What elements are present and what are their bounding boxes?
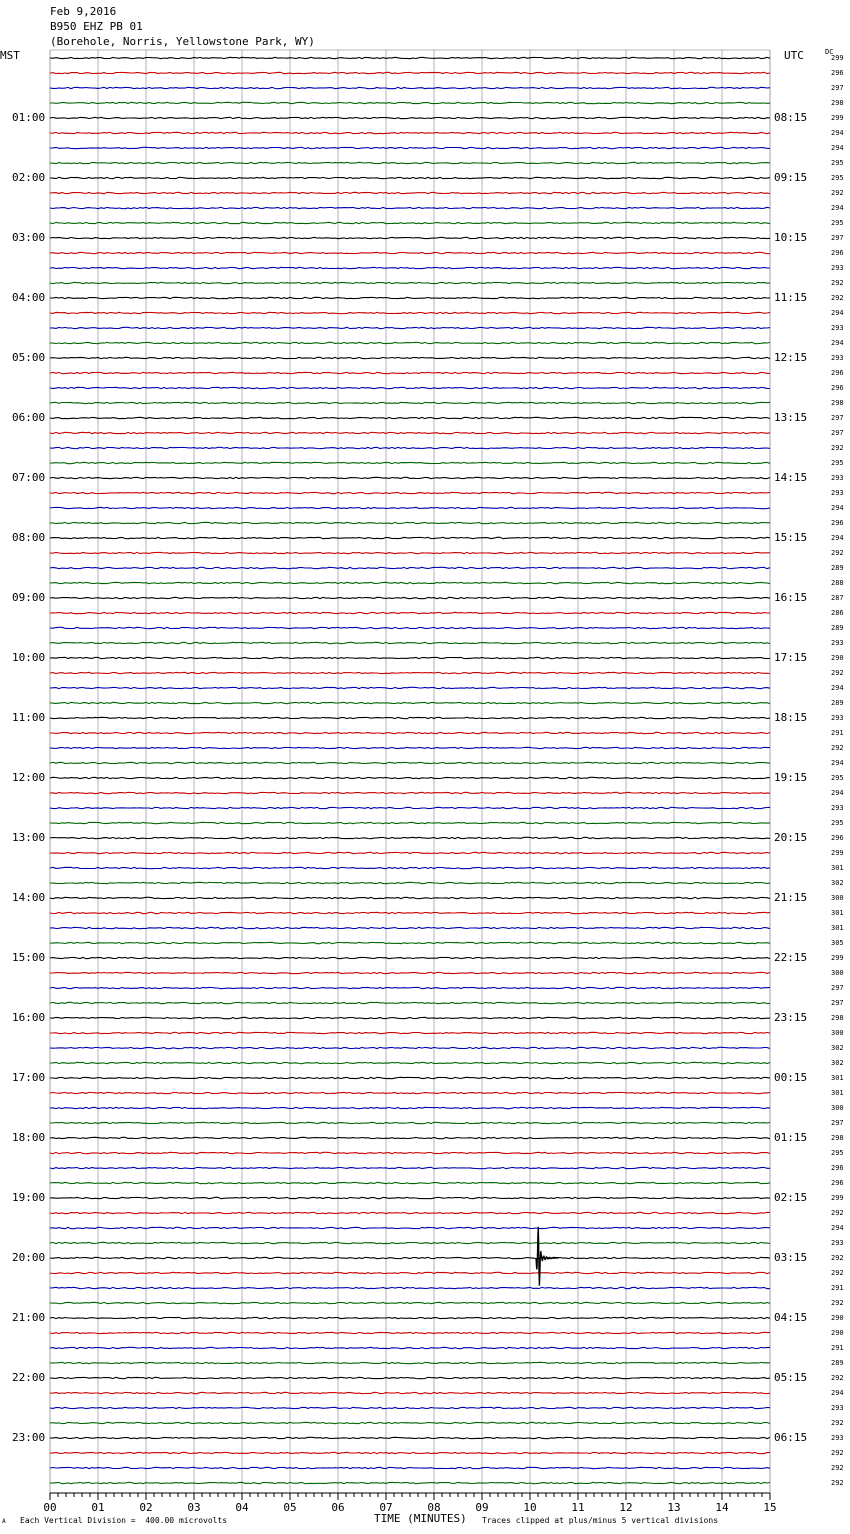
mst-hour-label: 23:00 xyxy=(12,1431,46,1444)
dc-offset-label: 301 xyxy=(831,924,844,932)
dc-offset-label: 293 xyxy=(831,639,844,647)
trace-line xyxy=(50,987,770,988)
trace-line xyxy=(50,1002,770,1003)
trace-line xyxy=(50,522,770,523)
x-tick-label: 04 xyxy=(235,1501,249,1514)
trace-line xyxy=(50,1452,770,1453)
dc-offset-label: 292 xyxy=(831,744,844,752)
trace-line xyxy=(50,837,770,838)
dc-offset-label: 292 xyxy=(831,1209,844,1217)
mst-hour-label: 20:00 xyxy=(12,1251,46,1264)
trace-line xyxy=(50,717,770,718)
trace-line xyxy=(50,582,770,583)
trace-line xyxy=(50,1077,770,1078)
dc-offset-label: 301 xyxy=(831,909,844,917)
mst-hour-label: 12:00 xyxy=(12,771,46,784)
trace-line xyxy=(50,1182,770,1183)
dc-offset-label: 296 xyxy=(831,834,844,842)
trace-line xyxy=(50,1332,770,1333)
dc-offset-label: 295 xyxy=(831,219,844,227)
trace-line xyxy=(50,1317,770,1318)
trace-line xyxy=(50,402,770,403)
utc-hour-label: 04:15 xyxy=(774,1311,808,1324)
trace-line xyxy=(50,1377,770,1378)
dc-offset-label: 296 xyxy=(831,1179,844,1187)
mst-hour-label: 11:00 xyxy=(12,711,46,724)
trace-line xyxy=(50,687,770,688)
dc-offset-label: 293 xyxy=(831,324,844,332)
x-tick-label: 06 xyxy=(331,1501,345,1514)
trace-line xyxy=(50,777,770,778)
trace-line xyxy=(50,462,770,463)
x-tick-label: 05 xyxy=(283,1501,297,1514)
trace-line xyxy=(50,267,770,268)
trace-line xyxy=(50,102,770,103)
scale-note: Each Vertical Division = 400.00 microvolts xyxy=(20,1516,228,1525)
trace-line xyxy=(50,807,770,808)
trace-line xyxy=(50,207,770,208)
dc-offset-label: 295 xyxy=(831,1149,844,1157)
trace-line xyxy=(50,1227,770,1228)
dc-offset-label: 292 xyxy=(831,1479,844,1487)
dc-offset-label: 293 xyxy=(831,474,844,482)
dc-offset-label: 295 xyxy=(831,174,844,182)
utc-axis-label: UTC xyxy=(784,49,804,62)
dc-offset-label: 289 xyxy=(831,699,844,707)
dc-offset-label: 292 xyxy=(831,279,844,287)
dc-offset-label: 297 xyxy=(831,429,844,437)
dc-offset-label: 292 xyxy=(831,444,844,452)
dc-offset-label: 298 xyxy=(831,1014,844,1022)
trace-line xyxy=(50,192,770,193)
dc-offset-label: 300 xyxy=(831,894,844,902)
dc-offset-label: 292 xyxy=(831,1269,844,1277)
trace-line xyxy=(50,957,770,958)
dc-offset-label: 292 xyxy=(831,189,844,197)
utc-hour-label: 03:15 xyxy=(774,1251,808,1264)
header-date: Feb 9,2016 xyxy=(50,5,117,18)
trace-line xyxy=(50,537,770,538)
trace-line xyxy=(50,732,770,733)
utc-hour-label: 12:15 xyxy=(774,351,808,364)
trace-line xyxy=(50,822,770,823)
utc-hour-label: 08:15 xyxy=(774,111,808,124)
dc-offset-label: 299 xyxy=(831,54,844,62)
x-tick-label: 14 xyxy=(715,1501,729,1514)
x-tick-label: 11 xyxy=(571,1501,585,1514)
trace-line xyxy=(50,147,770,148)
dc-offset-label: 292 xyxy=(831,1464,844,1472)
dc-offset-label: 295 xyxy=(831,159,844,167)
trace-line xyxy=(50,1137,770,1138)
dc-offset-label: 293 xyxy=(831,354,844,362)
dc-offset-label: 299 xyxy=(831,1194,844,1202)
x-tick-label: 00 xyxy=(43,1501,57,1514)
trace-line xyxy=(50,1092,770,1093)
header-location: (Borehole, Norris, Yellowstone Park, WY) xyxy=(50,35,315,48)
mst-hour-label: 13:00 xyxy=(12,831,46,844)
trace-line xyxy=(50,357,770,358)
dc-offset-label: 302 xyxy=(831,1059,844,1067)
trace-line xyxy=(50,972,770,973)
utc-hour-label: 18:15 xyxy=(774,711,808,724)
dc-offset-label: 292 xyxy=(831,1254,844,1262)
dc-offset-label: 296 xyxy=(831,519,844,527)
trace-line xyxy=(50,672,770,673)
dc-offset-label: 294 xyxy=(831,1224,844,1232)
trace-line xyxy=(50,1122,770,1123)
trace-line xyxy=(50,792,770,793)
utc-hour-label: 22:15 xyxy=(774,951,808,964)
dc-offset-label: 294 xyxy=(831,339,844,347)
dc-offset-label: 292 xyxy=(831,549,844,557)
trace-line xyxy=(50,552,770,553)
mst-hour-label: 22:00 xyxy=(12,1371,46,1384)
trace-line xyxy=(50,342,770,343)
dc-offset-label: 293 xyxy=(831,1239,844,1247)
dc-offset-label: 298 xyxy=(831,1134,844,1142)
utc-hour-label: 01:15 xyxy=(774,1131,808,1144)
mst-hour-label: 07:00 xyxy=(12,471,46,484)
trace-line xyxy=(50,312,770,313)
mst-hour-label: 17:00 xyxy=(12,1071,46,1084)
utc-hour-label: 16:15 xyxy=(774,591,808,604)
trace-line xyxy=(50,597,770,598)
dc-offset-label: 286 xyxy=(831,609,844,617)
trace-line xyxy=(50,1197,770,1198)
event-waveform xyxy=(536,1227,559,1286)
dc-offset-label: 294 xyxy=(831,309,844,317)
x-tick-label: 03 xyxy=(187,1501,201,1514)
trace-line xyxy=(50,87,770,88)
mst-hour-label: 02:00 xyxy=(12,171,46,184)
dc-offset-label: 297 xyxy=(831,999,844,1007)
mst-hour-label: 19:00 xyxy=(12,1191,46,1204)
trace-line xyxy=(50,432,770,433)
dc-offset-label: 291 xyxy=(831,1284,844,1292)
x-axis-title: TIME (MINUTES) xyxy=(374,1512,467,1525)
dc-offset-label: 293 xyxy=(831,264,844,272)
trace-line xyxy=(50,1422,770,1423)
dc-offset-label: 292 xyxy=(831,1449,844,1457)
dc-offset-label: 300 xyxy=(831,1029,844,1037)
trace-line xyxy=(50,117,770,118)
dc-offset-label: 300 xyxy=(831,1104,844,1112)
dc-offset-label: 294 xyxy=(831,1389,844,1397)
dc-offset-label: 294 xyxy=(831,534,844,542)
dc-offset-label: 289 xyxy=(831,1359,844,1367)
dc-offset-label: 292 xyxy=(831,1299,844,1307)
utc-hour-label: 13:15 xyxy=(774,411,808,424)
trace-line xyxy=(50,237,770,238)
mst-hour-label: 21:00 xyxy=(12,1311,46,1324)
dc-offset-label: 298 xyxy=(831,399,844,407)
dc-offset-label: 294 xyxy=(831,684,844,692)
utc-hour-label: 06:15 xyxy=(774,1431,808,1444)
dc-offset-label: 290 xyxy=(831,654,844,662)
trace-line xyxy=(50,282,770,283)
trace-line xyxy=(50,657,770,658)
dc-offset-label: 290 xyxy=(831,1329,844,1337)
dc-offset-label: 288 xyxy=(831,579,844,587)
dc-offset-label: 296 xyxy=(831,369,844,377)
dc-offset-label: 294 xyxy=(831,144,844,152)
trace-line xyxy=(50,177,770,178)
dc-offset-label: 296 xyxy=(831,249,844,257)
utc-hour-label: 17:15 xyxy=(774,651,808,664)
trace-line xyxy=(50,477,770,478)
trace-line xyxy=(50,1047,770,1048)
trace-line xyxy=(50,702,770,703)
mst-hour-label: 06:00 xyxy=(12,411,46,424)
trace-line xyxy=(50,942,770,943)
dc-offset-label: 292 xyxy=(831,669,844,677)
trace-line xyxy=(50,1062,770,1063)
utc-hour-label: 14:15 xyxy=(774,471,808,484)
trace-line xyxy=(50,1392,770,1393)
dc-offset-label: 294 xyxy=(831,204,844,212)
mst-hour-label: 09:00 xyxy=(12,591,46,604)
dc-offset-label: 292 xyxy=(831,294,844,302)
dc-offset-label: 289 xyxy=(831,564,844,572)
x-tick-label: 08 xyxy=(427,1501,441,1514)
utc-hour-label: 11:15 xyxy=(774,291,808,304)
mst-hour-label: 08:00 xyxy=(12,531,46,544)
trace-line xyxy=(50,1302,770,1303)
mst-hour-label: 10:00 xyxy=(12,651,46,664)
mst-hour-label: 03:00 xyxy=(12,231,46,244)
dc-offset-label: 294 xyxy=(831,504,844,512)
dc-offset-label: 292 xyxy=(831,1419,844,1427)
trace-line xyxy=(50,132,770,133)
mst-hour-label: 14:00 xyxy=(12,891,46,904)
dc-offset-label: 290 xyxy=(831,1314,844,1322)
dc-offset-label: 302 xyxy=(831,879,844,887)
dc-offset-label: 305 xyxy=(831,939,844,947)
dc-offset-label: 296 xyxy=(831,384,844,392)
dc-axis-label: DC xyxy=(825,48,834,56)
trace-line xyxy=(50,252,770,253)
trace-line xyxy=(50,72,770,73)
dc-offset-label: 294 xyxy=(831,759,844,767)
trace-line xyxy=(50,507,770,508)
trace-line xyxy=(50,1017,770,1018)
x-axis xyxy=(43,1493,776,1514)
utc-hour-label: 05:15 xyxy=(774,1371,808,1384)
utc-hour-label: 21:15 xyxy=(774,891,808,904)
dc-offset-label: 300 xyxy=(831,969,844,977)
dc-offset-label: 296 xyxy=(831,69,844,77)
x-tick-label: 12 xyxy=(619,1501,633,1514)
dc-offset-label: 297 xyxy=(831,414,844,422)
trace-line xyxy=(50,1272,770,1273)
dc-offset-label: 299 xyxy=(831,114,844,122)
x-tick-label: 13 xyxy=(667,1501,681,1514)
dc-offset-label: 297 xyxy=(831,984,844,992)
trace-line xyxy=(50,1467,770,1468)
trace-group xyxy=(50,57,770,1483)
trace-line xyxy=(50,912,770,913)
trace-line xyxy=(50,747,770,748)
dc-offset-label: 296 xyxy=(831,1164,844,1172)
dc-offset-label: 297 xyxy=(831,234,844,242)
trace-line xyxy=(50,417,770,418)
dc-offset-label: 299 xyxy=(831,954,844,962)
trace-line xyxy=(50,1212,770,1213)
dc-offset-label: 289 xyxy=(831,624,844,632)
mst-hour-label: 15:00 xyxy=(12,951,46,964)
utc-hour-label: 20:15 xyxy=(774,831,808,844)
trace-line xyxy=(50,627,770,628)
grid-lines xyxy=(50,50,770,1493)
utc-hour-label: 09:15 xyxy=(774,171,808,184)
utc-hour-label: 23:15 xyxy=(774,1011,808,1024)
trace-line xyxy=(50,1362,770,1363)
dc-offset-label: 293 xyxy=(831,489,844,497)
dc-offset-label: 291 xyxy=(831,729,844,737)
x-tick-label: 15 xyxy=(763,1501,777,1514)
trace-line xyxy=(50,1107,770,1108)
x-tick-label: 09 xyxy=(475,1501,489,1514)
dc-offset-label: 293 xyxy=(831,1404,844,1412)
utc-hour-label: 19:15 xyxy=(774,771,808,784)
mst-hour-label: 05:00 xyxy=(12,351,46,364)
trace-line xyxy=(50,447,770,448)
utc-hour-label: 00:15 xyxy=(774,1071,808,1084)
dc-offset-label: 294 xyxy=(831,129,844,137)
trace-line xyxy=(50,612,770,613)
x-tick-label: 02 xyxy=(139,1501,153,1514)
dc-offset-label: 299 xyxy=(831,849,844,857)
dc-offset-label: 293 xyxy=(831,714,844,722)
seismic-event xyxy=(536,1227,559,1286)
mst-hour-label: 04:00 xyxy=(12,291,46,304)
trace-line xyxy=(50,162,770,163)
mst-hour-label: 16:00 xyxy=(12,1011,46,1024)
dc-offset-label: 287 xyxy=(831,594,844,602)
trace-line xyxy=(50,57,770,58)
dc-offset-label: 301 xyxy=(831,864,844,872)
trace-line xyxy=(50,1437,770,1438)
x-tick-label: 07 xyxy=(379,1501,393,1514)
trace-line xyxy=(50,1152,770,1153)
utc-hour-label: 02:15 xyxy=(774,1191,808,1204)
header-station: B950 EHZ PB 01 xyxy=(50,20,143,33)
dc-offset-label: 295 xyxy=(831,819,844,827)
trace-line xyxy=(50,1257,770,1258)
trace-line xyxy=(50,1167,770,1168)
corner-mark: A xyxy=(2,1518,6,1525)
utc-hour-label: 10:15 xyxy=(774,231,808,244)
dc-offset-label: 301 xyxy=(831,1074,844,1082)
dc-offset-label: 293 xyxy=(831,804,844,812)
trace-line xyxy=(50,867,770,868)
dc-offset-label: 295 xyxy=(831,459,844,467)
trace-line xyxy=(50,852,770,853)
mst-hour-label: 18:00 xyxy=(12,1131,46,1144)
trace-line xyxy=(50,1287,770,1288)
x-tick-label: 01 xyxy=(91,1501,105,1514)
dc-offset-label: 301 xyxy=(831,1089,844,1097)
trace-line xyxy=(50,1482,770,1483)
trace-line xyxy=(50,327,770,328)
dc-offset-label: 297 xyxy=(831,1119,844,1127)
dc-offset-label: 302 xyxy=(831,1044,844,1052)
trace-line xyxy=(50,1242,770,1243)
x-tick-label: 10 xyxy=(523,1501,537,1514)
trace-line xyxy=(50,567,770,568)
trace-line xyxy=(50,372,770,373)
dc-offset-label: 293 xyxy=(831,1434,844,1442)
trace-line xyxy=(50,222,770,223)
trace-line xyxy=(50,882,770,883)
dc-offset-label: 295 xyxy=(831,774,844,782)
dc-offset-label: 298 xyxy=(831,99,844,107)
trace-line xyxy=(50,297,770,298)
trace-line xyxy=(50,387,770,388)
trace-line xyxy=(50,642,770,643)
trace-line xyxy=(50,1407,770,1408)
mst-axis-label: MST xyxy=(0,49,20,62)
dc-offset-label: 297 xyxy=(831,84,844,92)
trace-line xyxy=(50,927,770,928)
dc-offset-label: 294 xyxy=(831,789,844,797)
trace-line xyxy=(50,492,770,493)
trace-line xyxy=(50,1347,770,1348)
clip-note: Traces clipped at plus/minus 5 vertical divisions xyxy=(482,1516,719,1525)
trace-line xyxy=(50,762,770,763)
utc-hour-label: 15:15 xyxy=(774,531,808,544)
mst-hour-label: 01:00 xyxy=(12,111,46,124)
dc-offset-label: 291 xyxy=(831,1344,844,1352)
trace-line xyxy=(50,1032,770,1033)
trace-line xyxy=(50,897,770,898)
dc-offset-label: 292 xyxy=(831,1374,844,1382)
